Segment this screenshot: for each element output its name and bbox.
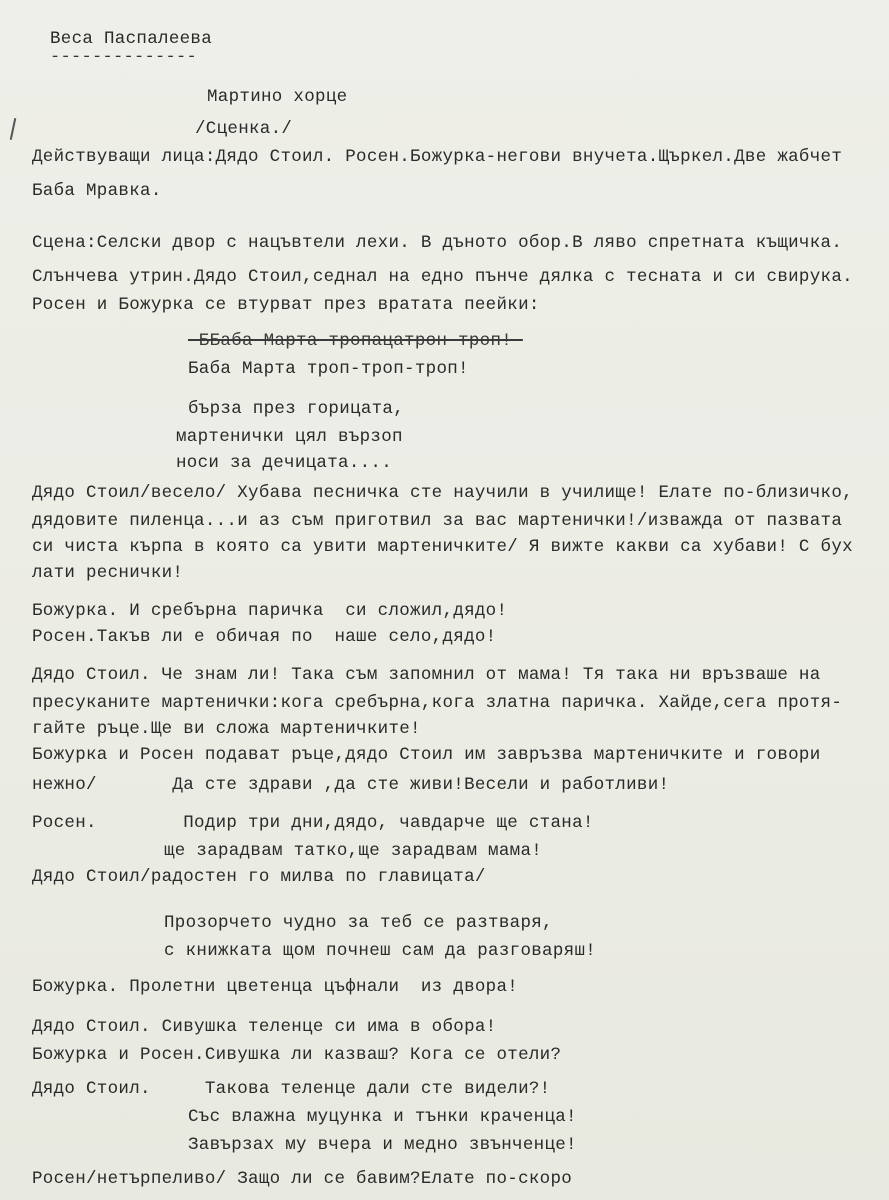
play-subtitle: /Сценка./ [195,119,293,139]
text-line: Божурка и Росен.Сивушка ли казваш? Кога се отели? [32,1045,562,1065]
text-line: Божурка. Пролетни цветенца цъфнали из двора! [32,977,519,997]
verse-line: Прозорчето чудно за теб се разтваря, [164,913,553,933]
text-line: Божурка и Росен подават ръце,дядо Стоил им завръзва мартеничките и говори [32,745,821,765]
text-line: Дядо Стоил/весело/ Хубава песничка сте научили в училище! Елате по-близичко, [32,483,853,503]
text-line: гайте ръце.Ще ви сложа мартеничките! [32,719,421,739]
text-line: пресуканите мартенички:кога сребърна,кога златна паричка. Хайде,сега протя- [32,693,843,713]
verse-line: носи за дечицата.... [176,453,393,473]
text-line: Баба Мравка. [32,181,162,201]
verse-line: Баба Марта троп-троп-троп! [188,359,469,379]
text-line: Росен.Такъв ли е обичая по наше село,дядо! [32,627,497,647]
text-line: Действуващи лица:Дядо Стоил. Росен.Божурка-негови внучета.Щъркел.Две жабчет [32,147,843,167]
verse-line: Завързах му вчера и медно звънченце! [188,1135,577,1155]
text-line: Дядо Стоил/радостен го милва по главицата/ [32,867,486,887]
margin-mark [10,118,17,140]
verse-line: мартенички цял вързоп [176,427,403,447]
verse-line: бърза през горицата, [188,399,405,419]
text-line: дядовите пиленца...и аз съм приготвил за вас мартенички!/изважда от пазвата [32,511,843,531]
text-line: Росен. Подир три дни,дядо, чавдарче ще стана! [32,813,594,833]
text-line: Росен и Божурка се втурват през вратата пеейки: [32,295,540,315]
text-line: Росен/нетърпеливо/ Защо ли се бавим?Елате по-скоро [32,1169,573,1189]
text-line: нежно/ Да сте здрави ,да сте живи!Весели и работливи! [32,775,670,795]
text-line: Сцена:Селски двор с нацъвтели лехи. В дъното обор.В ляво спретната къщичка. [32,233,843,253]
verse-line: с книжката щом почнеш сам да разговаряш! [164,941,597,961]
text-line: Дядо Стоил. Такова теленце дали сте видели?! [32,1079,551,1099]
struck-line: -ББаба-Марта-тропацатрон-троп!- [188,331,523,351]
author-underline: -------------- [50,48,198,67]
text-line: Дядо Стоил. Че знам ли! Така съм запомнил от мама! Тя така ни връзваше на [32,665,821,685]
author-name: Веса Паспалеева [50,29,213,49]
verse-line: ще зарадвам татко,ще зарадвам мама! [164,841,543,861]
verse-line: Със влажна муцунка и тънки краченца! [188,1107,577,1127]
text-line: Божурка. И сребърна паричка си сложил,дядо! [32,601,508,621]
text-line: си чиста кърпа в която са увити мартеничките/ Я вижте какви са хубави! С бух [32,537,853,557]
text-line: лати реснички! [32,563,184,583]
text-line: Слънчева утрин.Дядо Стоил,седнал на едно пънче дялка с тесната и си свирука. [32,267,853,287]
text-line: Дядо Стоил. Сивушка теленце си има в обора! [32,1017,497,1037]
play-title: Мартино хорце [207,87,348,107]
